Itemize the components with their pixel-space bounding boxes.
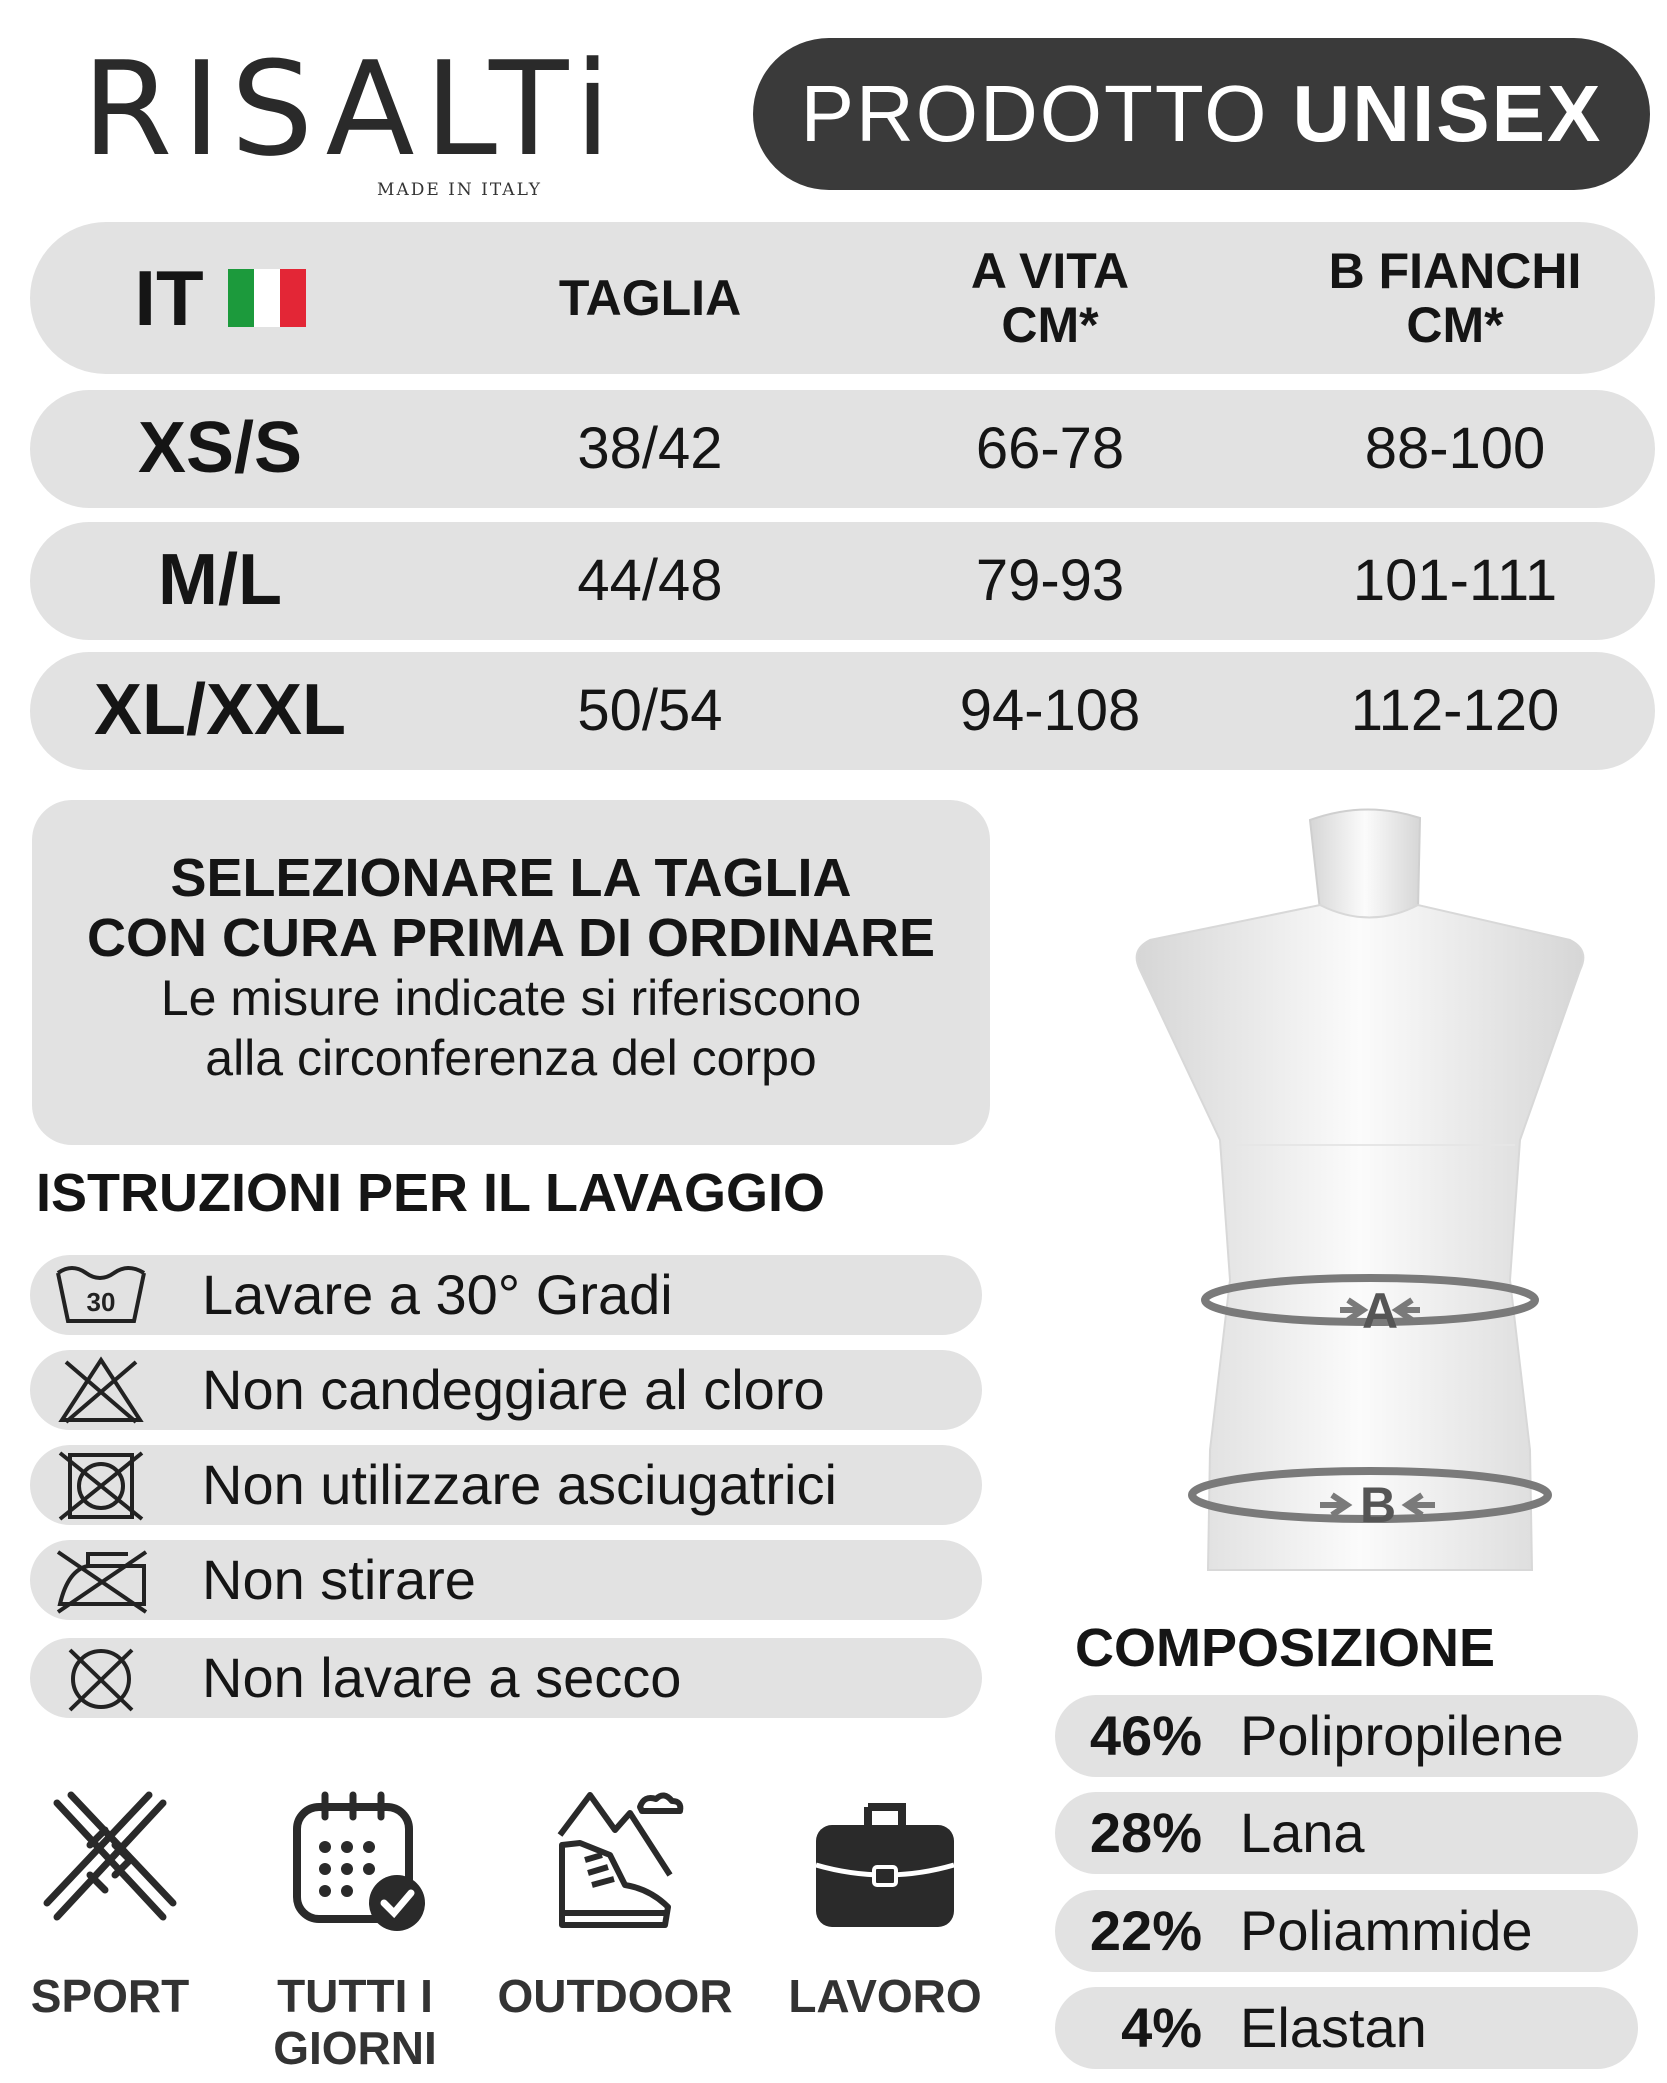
waist-label-a: A bbox=[1361, 1283, 1399, 1339]
size-cell: M/L bbox=[158, 540, 282, 621]
hiking-boot-icon bbox=[540, 1785, 690, 1935]
activity-label: SPORT bbox=[30, 1970, 190, 2022]
composition-percent: 22% bbox=[1089, 1899, 1202, 1962]
wash-label: Lavare a 30° Gradi bbox=[202, 1263, 673, 1326]
list-item bbox=[30, 1540, 982, 1620]
composition-title: COMPOSIZIONE bbox=[1075, 1618, 1496, 1678]
vita-cell: 66-78 bbox=[975, 415, 1125, 481]
size-cell: XL/XXL bbox=[93, 670, 347, 751]
unisex-badge bbox=[753, 38, 1650, 190]
list-item bbox=[30, 1445, 982, 1525]
header-vita-line2: CM* bbox=[1001, 297, 1099, 353]
taglia-cell: 38/42 bbox=[577, 415, 723, 481]
notice-line4: alla circonferenza del corpo bbox=[205, 1030, 817, 1086]
wash-label: Non utilizzare asciugatrici bbox=[202, 1453, 837, 1516]
vita-cell: 79-93 bbox=[975, 547, 1125, 613]
activity-label-line1: TUTTI I bbox=[277, 1970, 433, 2022]
no-dry-clean-icon bbox=[48, 1642, 154, 1714]
wash-30-icon bbox=[48, 1259, 154, 1331]
activity-label bbox=[255, 1970, 455, 2074]
list-item bbox=[30, 1350, 982, 1430]
activity-label-line2: GIORNI bbox=[273, 2022, 437, 2074]
list-item bbox=[1055, 1987, 1638, 2069]
wash-label: Non stirare bbox=[202, 1548, 476, 1611]
composition-material: Elastan bbox=[1240, 1996, 1427, 2059]
calendar-icon bbox=[285, 1785, 435, 1935]
header-taglia: TAGLIA bbox=[558, 270, 742, 326]
fianchi-cell: 101-111 bbox=[1352, 547, 1558, 613]
badge-bold-text: UNISEX bbox=[1292, 69, 1603, 158]
washing-title: ISTRUZIONI PER IL LAVAGGIO bbox=[36, 1163, 826, 1223]
composition-percent: 28% bbox=[1089, 1801, 1202, 1864]
composition-material: Polipropilene bbox=[1240, 1704, 1564, 1767]
notice-line3: Le misure indicate si riferiscono bbox=[160, 970, 862, 1026]
taglia-cell: 50/54 bbox=[577, 677, 723, 743]
hip-label-b: B bbox=[1359, 1477, 1397, 1533]
fianchi-cell: 88-100 bbox=[1364, 415, 1546, 481]
no-tumble-dry-icon bbox=[48, 1449, 154, 1521]
table-row bbox=[30, 652, 1655, 770]
activity-label: OUTDOOR bbox=[497, 1970, 733, 2022]
taglia-cell: 44/48 bbox=[577, 547, 723, 613]
composition-material: Lana bbox=[1240, 1801, 1365, 1864]
list-item bbox=[1055, 1792, 1638, 1874]
activity-label: LAVORO bbox=[788, 1970, 982, 2022]
italy-flag-icon bbox=[228, 269, 306, 327]
brand-logo bbox=[82, 30, 621, 200]
list-item bbox=[1055, 1890, 1638, 1972]
composition-percent: 4% bbox=[1121, 1996, 1202, 2059]
wash-label: Non candeggiare al cloro bbox=[202, 1358, 825, 1421]
list-item bbox=[30, 1638, 982, 1718]
fianchi-cell: 112-120 bbox=[1350, 677, 1560, 743]
size-cell: XS/S bbox=[137, 408, 303, 489]
header-vita-line1: A VITA bbox=[970, 243, 1130, 299]
header-fianchi bbox=[1255, 222, 1655, 374]
header-fianchi-line2: CM* bbox=[1406, 297, 1504, 353]
table-row bbox=[30, 390, 1655, 508]
list-item bbox=[1055, 1695, 1638, 1777]
wash-temp-text: 30 bbox=[86, 1287, 116, 1317]
composition-percent: 46% bbox=[1089, 1704, 1202, 1767]
header-fianchi-line1: B FIANCHI bbox=[1328, 243, 1582, 299]
composition-material: Poliammide bbox=[1240, 1899, 1533, 1962]
size-table-header bbox=[30, 222, 1655, 374]
header-vita bbox=[850, 222, 1250, 374]
size-notice bbox=[32, 800, 990, 1145]
no-bleach-icon bbox=[48, 1354, 154, 1426]
brand-tagline: MADE IN ITALY bbox=[377, 180, 542, 200]
briefcase-icon bbox=[810, 1785, 960, 1935]
torso-illustration bbox=[1120, 800, 1620, 1590]
notice-line1: SELEZIONARE LA TAGLIA bbox=[170, 848, 852, 908]
no-iron-icon bbox=[48, 1544, 154, 1616]
region-cell bbox=[30, 222, 410, 374]
vita-cell: 94-108 bbox=[959, 677, 1141, 743]
ski-icon bbox=[35, 1785, 185, 1935]
list-item bbox=[30, 1255, 982, 1335]
region-label: IT bbox=[134, 253, 204, 342]
table-row bbox=[30, 522, 1655, 640]
wash-label: Non lavare a secco bbox=[202, 1646, 682, 1709]
badge-light-text: PRODOTTO bbox=[800, 69, 1269, 158]
notice-line2: CON CURA PRIMA DI ORDINARE bbox=[87, 908, 935, 968]
brand-name: RISALTi bbox=[82, 33, 621, 185]
